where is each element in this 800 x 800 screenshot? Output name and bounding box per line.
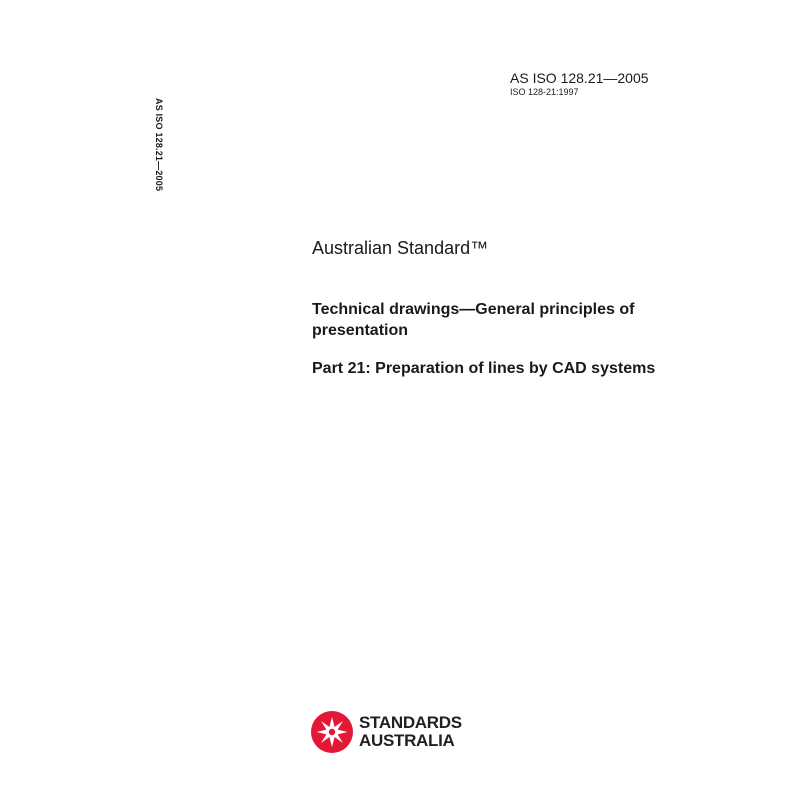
standard-series: Australian Standard™: [312, 238, 489, 258]
standards-australia-logo: [310, 710, 462, 754]
spine-designation: AS ISO 128.21—2005: [154, 98, 164, 192]
designation-block: [510, 70, 649, 98]
iso-designation: ISO 128-21:1997: [510, 87, 579, 97]
standard-designation: AS ISO 128.21—2005: [510, 70, 649, 86]
document-title: Technical drawings—General principles of presentation: [312, 301, 635, 339]
standards-australia-star-icon: [310, 710, 354, 754]
logo-line-1: STANDARDS: [359, 713, 462, 732]
logo-line-2: AUSTRALIA: [359, 731, 455, 750]
part-title: Part 21: Preparation of lines by CAD systems: [312, 360, 656, 377]
logo-wordmark: [359, 714, 462, 750]
